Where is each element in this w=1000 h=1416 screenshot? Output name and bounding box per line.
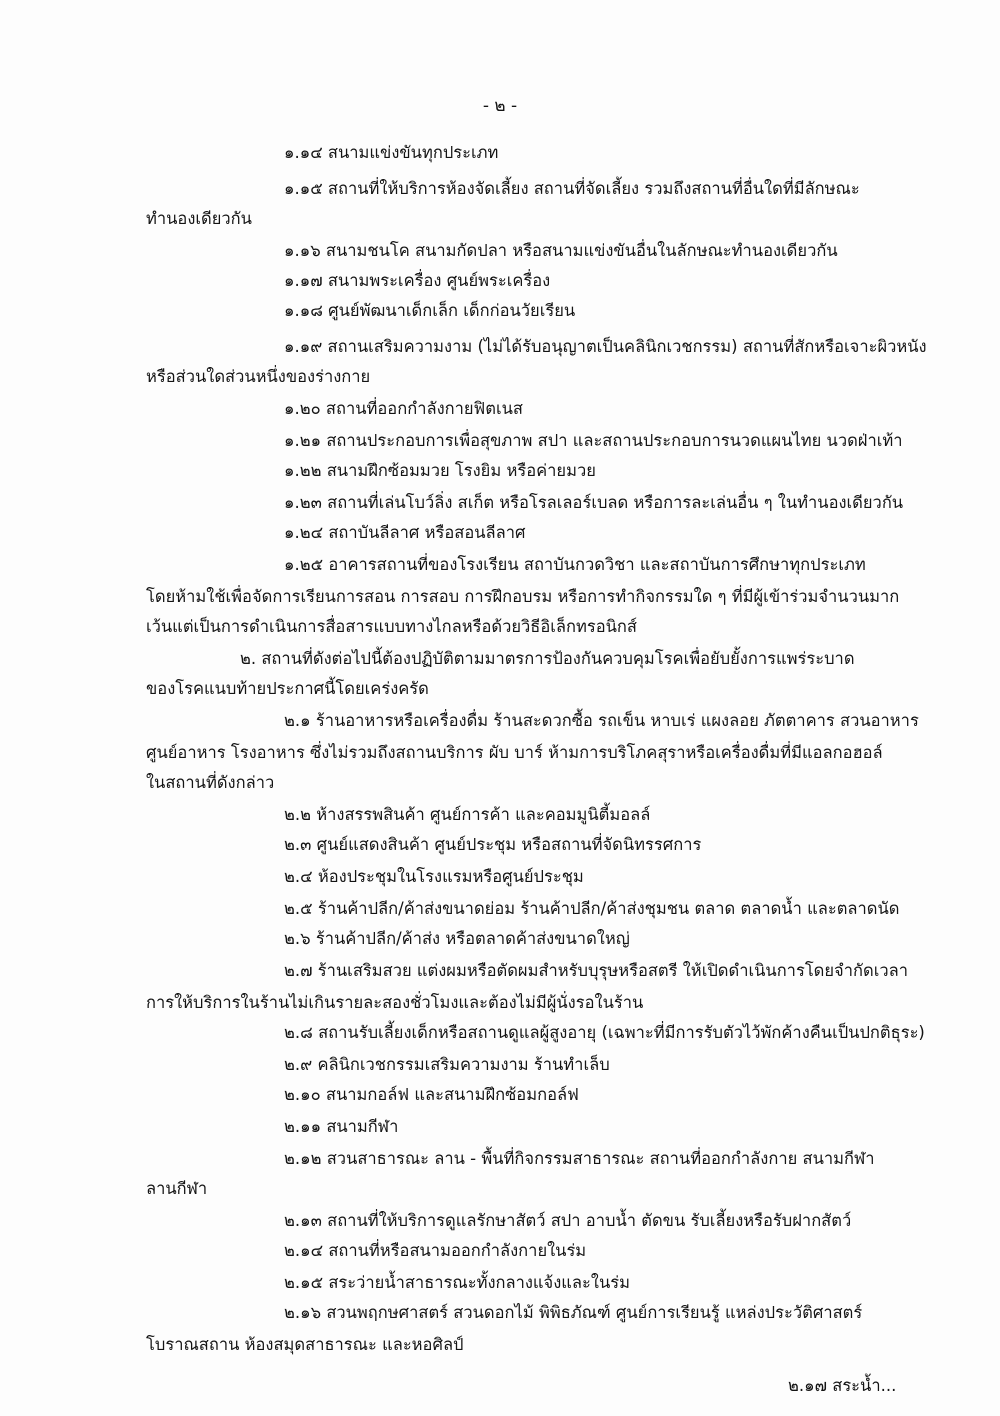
list-item: ๑.๑๖ สนามชนโค สนามกัดปลา หรือสนามแข่งขันอื่นในลักษณะทำนองเดียวกัน	[284, 241, 838, 260]
continued-marker: ๒.๑๗ สระน้ำ...	[788, 1376, 897, 1395]
list-item-continuation: โดยห้ามใช้เพื่อจัดการเรียนการสอน การสอบ การฝึกอบรม หรือการทำกิจกรรมใด ๆ ที่มีผู้เข้าร่วมจำนวนมาก	[146, 587, 900, 606]
list-item: ๒.๕ ร้านค้าปลีก/ค้าส่งขนาดย่อม ร้านค้าปลีก/ค้าส่งชุมชน ตลาด ตลาดน้ำ และตลาดนัด	[284, 899, 900, 918]
section-heading: ๒. สถานที่ดังต่อไปนี้ต้องปฏิบัติตามมาตรการป้องกันควบคุมโรคเพื่อยับยั้งการแพร่ระบาด	[240, 649, 855, 668]
list-item-continuation: ในสถานที่ดังกล่าว	[146, 773, 275, 792]
list-item: ๑.๑๗ สนามพระเครื่อง ศูนย์พระเครื่อง	[284, 271, 551, 290]
list-item: ๑.๒๕ อาคารสถานที่ของโรงเรียน สถาบันกวดวิชา และสถาบันการศึกษาทุกประเภท	[284, 555, 866, 574]
list-item: ๒.๙ คลินิกเวชกรรมเสริมความงาม ร้านทำเล็บ	[284, 1055, 610, 1074]
list-item-continuation: ศูนย์อาหาร โรงอาหาร ซึ่งไม่รวมถึงสถานบริการ ผับ บาร์ ห้ามการบริโภคสุราหรือเครื่องดื่มที่มีแอลกอฮอล์	[146, 743, 883, 762]
list-item: ๒.๑ ร้านอาหารหรือเครื่องดื่ม ร้านสะดวกซื้อ รถเข็น หาบเร่ แผงลอย ภัตตาคาร สวนอาหาร	[284, 711, 919, 730]
list-item: ๑.๑๔ สนามแข่งขันทุกประเภท	[284, 143, 499, 162]
list-item: ๑.๑๘ ศูนย์พัฒนาเด็กเล็ก เด็กก่อนวัยเรียน	[284, 301, 576, 320]
list-item: ๒.๘ สถานรับเลี้ยงเด็กหรือสถานดูแลผู้สูงอายุ (เฉพาะที่มีการรับตัวไว้พักค้างคืนเป็นปกติธุระ)	[284, 1023, 925, 1042]
list-item: ๒.๖ ร้านค้าปลีก/ค้าส่ง หรือตลาดค้าส่งขนาดใหญ่	[284, 929, 630, 948]
list-item: ๑.๒๓ สถานที่เล่นโบว์ลิ่ง สเก็ต หรือโรลเลอร์เบลด หรือการละเล่นอื่น ๆ ในทำนองเดียวกัน	[284, 493, 904, 512]
list-item: ๒.๗ ร้านเสริมสวย แต่งผมหรือตัดผมสำหรับบุรุษหรือสตรี ให้เปิดดำเนินการโดยจำกัดเวลา	[284, 961, 908, 980]
list-item: ๑.๑๙ สถานเสริมความงาม (ไม่ได้รับอนุญาตเป็นคลินิกเวชกรรม) สถานที่สักหรือเจาะผิวหนัง	[284, 337, 927, 356]
list-item: ๑.๒๔ สถาบันลีลาศ หรือสอนลีลาศ	[284, 523, 526, 542]
list-item-continuation: การให้บริการในร้านไม่เกินรายละสองชั่วโมงและต้องไม่มีผู้นั่งรอในร้าน	[146, 993, 644, 1012]
list-item: ๑.๒๑ สถานประกอบการเพื่อสุขภาพ สปา และสถานประกอบการนวดแผนไทย นวดฝ่าเท้า	[284, 431, 903, 450]
list-item: ๑.๑๕ สถานที่ให้บริการห้องจัดเลี้ยง สถานที่จัดเลี้ยง รวมถึงสถานที่อื่นใดที่มีลักษณะ	[284, 179, 860, 198]
list-item-continuation: โบราณสถาน ห้องสมุดสาธารณะ และหอศิลป์	[146, 1335, 464, 1354]
list-item-continuation: ลานกีฬา	[146, 1179, 208, 1198]
list-item: ๑.๒๐ สถานที่ออกกำลังกายฟิตเนส	[284, 399, 523, 418]
page-number: - ๒ -	[482, 96, 518, 116]
list-item-continuation: ของโรคแนบท้ายประกาศนี้โดยเคร่งครัด	[146, 679, 429, 698]
list-item: ๒.๑๓ สถานที่ให้บริการดูแลรักษาสัตว์ สปา อาบน้ำ ตัดขน รับเลี้ยงหรือรับฝากสัตว์	[284, 1211, 852, 1230]
list-item-continuation: ทำนองเดียวกัน	[146, 209, 252, 228]
list-item: ๒.๑๕ สระว่ายน้ำสาธารณะทั้งกลางแจ้งและในร่ม	[284, 1273, 630, 1292]
list-item: ๑.๒๒ สนามฝึกซ้อมมวย โรงยิม หรือค่ายมวย	[284, 461, 596, 480]
list-item: ๒.๑๒ สวนสาธารณะ ลาน - พื้นที่กิจกรรมสาธารณะ สถานที่ออกกำลังกาย สนามกีฬา	[284, 1149, 875, 1168]
list-item: ๒.๒ ห้างสรรพสินค้า ศูนย์การค้า และคอมมูนิตี้มอลล์	[284, 805, 651, 824]
list-item: ๒.๑๖ สวนพฤกษศาสตร์ สวนดอกไม้ พิพิธภัณฑ์ ศูนย์การเรียนรู้ แหล่งประวัติศาสตร์	[284, 1303, 863, 1322]
list-item: ๒.๑๐ สนามกอล์ฟ และสนามฝึกซ้อมกอล์ฟ	[284, 1085, 579, 1104]
list-item: ๒.๔ ห้องประชุมในโรงแรมหรือศูนย์ประชุม	[284, 867, 584, 886]
list-item-continuation: เว้นแต่เป็นการดำเนินการสื่อสารแบบทางไกลหรือด้วยวิธีอิเล็กทรอนิกส์	[146, 617, 637, 636]
list-item: ๒.๑๑ สนามกีฬา	[284, 1117, 399, 1136]
list-item: ๒.๑๔ สถานที่หรือสนามออกกำลังกายในร่ม	[284, 1241, 587, 1260]
list-item: ๒.๓ ศูนย์แสดงสินค้า ศูนย์ประชุม หรือสถานที่จัดนิทรรศการ	[284, 835, 702, 854]
list-item-continuation: หรือส่วนใดส่วนหนึ่งของร่างกาย	[146, 367, 371, 386]
